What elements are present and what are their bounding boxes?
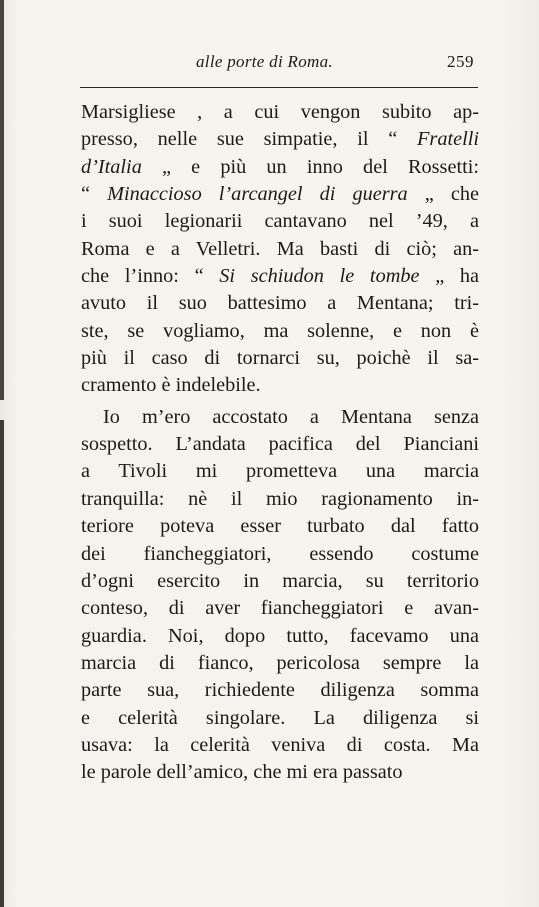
text-segment: avuto il suo battesimo a Mentana; tri- xyxy=(81,292,479,315)
text-line xyxy=(81,431,479,458)
running-header xyxy=(80,52,480,76)
text-line xyxy=(81,236,479,263)
text-segment: le parole dell’amico, che mi era passato xyxy=(81,761,403,784)
text-line xyxy=(81,99,479,126)
italic-text: d’Italia xyxy=(81,155,142,178)
text-line xyxy=(81,677,479,704)
paragraph xyxy=(81,404,479,787)
italic-text: Si schiudon le tombe xyxy=(219,265,420,288)
text-line xyxy=(81,263,479,290)
text-segment: presso, nelle sue simpatie, il “ xyxy=(81,128,418,151)
text-segment: dei fiancheggiatori, essendo costume xyxy=(81,542,479,565)
text-segment: parte sua, richiedente diligenza somma xyxy=(81,679,479,702)
text-line xyxy=(81,486,479,513)
text-segment: a Tivoli mi prometteva una marcia xyxy=(81,460,479,483)
page-edge-shadow xyxy=(0,420,4,907)
text-line xyxy=(81,372,479,399)
text-segment: “ xyxy=(81,183,108,206)
paragraph xyxy=(81,99,479,400)
header-rule xyxy=(80,87,478,88)
text-segment: teriore poteva esser turbato dal fatto xyxy=(81,515,479,538)
text-line xyxy=(81,404,479,431)
text-line xyxy=(81,458,479,485)
text-line xyxy=(81,345,479,372)
text-segment: ste, se vogliamo, ma solenne, e non è xyxy=(81,319,479,342)
text-line xyxy=(81,595,479,622)
page-number: 259 xyxy=(447,52,474,71)
text-line xyxy=(81,154,479,181)
text-segment: „ che xyxy=(407,183,479,206)
text-segment: sospetto. L’andata pacifica del Pianciani xyxy=(81,433,479,456)
text-line xyxy=(81,732,479,759)
running-title: alle porte di Roma. xyxy=(196,52,333,71)
text-segment: tranquilla: nè il mio ragionamento in- xyxy=(81,487,479,510)
text-line xyxy=(81,650,479,677)
text-segment: „ e più un inno del Rossetti: xyxy=(141,155,479,178)
text-segment: conteso, di aver fiancheggiatori e avan- xyxy=(81,597,479,620)
text-segment: d’ogni esercito in marcia, su territorio xyxy=(81,569,479,592)
text-segment: più il caso di tornarci su, poichè il sa- xyxy=(81,347,479,370)
text-line xyxy=(81,705,479,732)
text-segment: marcia di fianco, pericolosa sempre la xyxy=(81,651,479,674)
text-segment: e celerità singolare. La diligenza si xyxy=(81,706,479,729)
text-segment: usava: la celerità veniva di costa. Ma xyxy=(81,733,479,756)
text-segment: cramento è indelebile. xyxy=(81,374,261,397)
text-segment: Roma e a Velletri. Ma basti di ciò; an- xyxy=(81,237,479,260)
text-line xyxy=(81,208,479,235)
page-edge-shadow xyxy=(0,0,4,400)
text-line xyxy=(81,541,479,568)
text-line xyxy=(81,318,479,345)
text-segment: guardia. Noi, dopo tutto, facevamo una xyxy=(81,624,479,647)
body-text xyxy=(81,99,479,787)
text-line xyxy=(81,759,479,786)
text-segment: „ ha xyxy=(419,265,480,288)
text-line xyxy=(81,181,479,208)
text-segment: Marsigliese , a cui vengon subito ap- xyxy=(81,101,479,123)
text-segment: i suoi legionarii cantavano nel ’49, a xyxy=(81,210,479,233)
text-line xyxy=(81,513,479,540)
text-segment: Io m’ero accostato a Mentana senza xyxy=(103,405,479,428)
text-line xyxy=(81,290,479,317)
text-line xyxy=(81,568,479,595)
italic-text: Fratelli xyxy=(417,128,479,151)
text-line xyxy=(81,623,479,650)
text-line xyxy=(81,126,479,153)
text-segment: che l’inno: “ xyxy=(81,265,220,288)
italic-text: Minaccioso l’arcangel di guerra xyxy=(107,183,408,206)
